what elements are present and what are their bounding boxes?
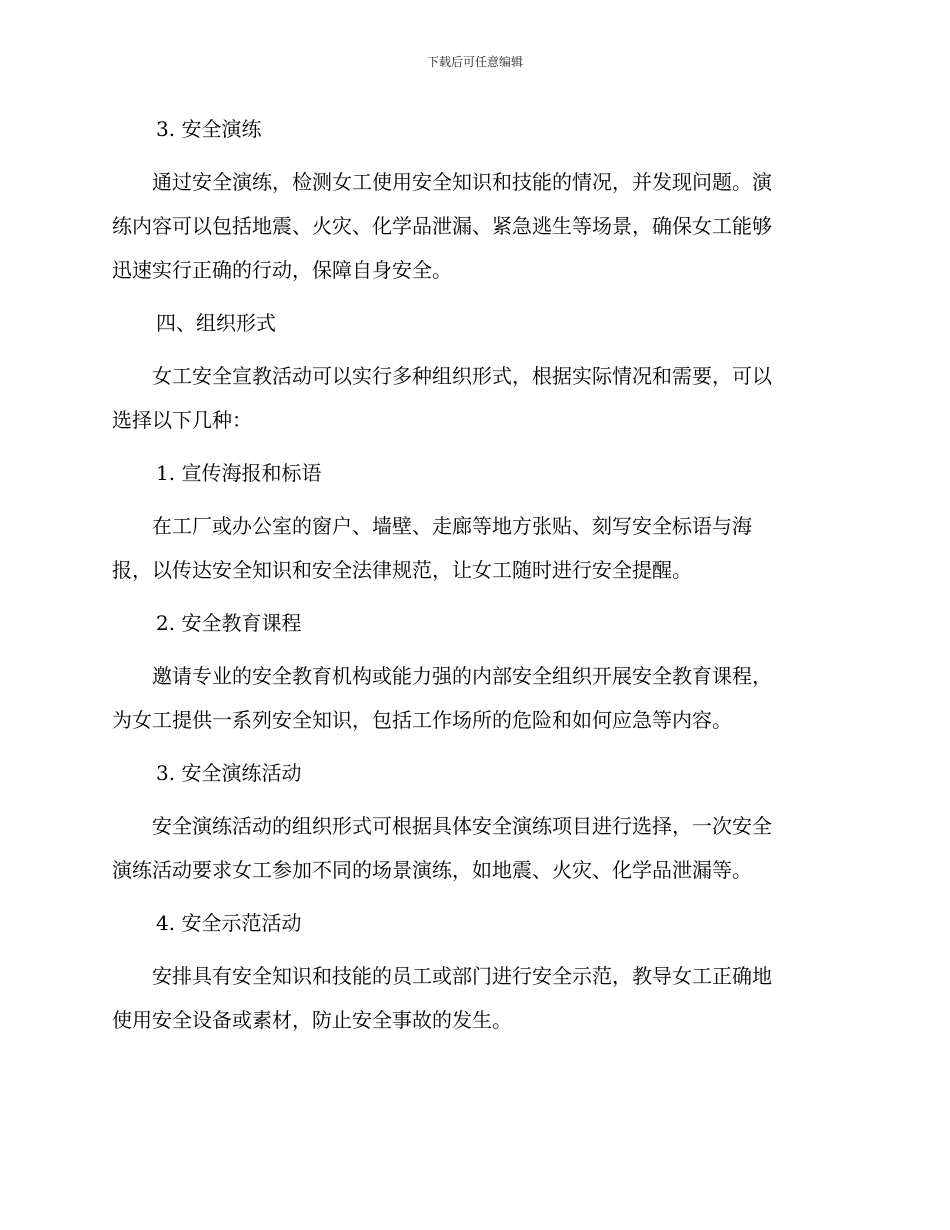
paragraph-line: 安排具有安全知识和技能的员工或部门进行安全示范，教导女工正确地 xyxy=(152,964,772,988)
section xyxy=(112,301,832,451)
section xyxy=(112,751,832,901)
paragraph-line: 演练活动要求女工参加不同的场景演练，如地震、火灾、化学品泄漏等。 xyxy=(112,858,752,882)
section-paragraph xyxy=(112,654,832,742)
section xyxy=(112,901,832,1042)
paragraph-line: 迅速实行正确的行动，保障自身安全。 xyxy=(112,258,452,282)
section-heading: 3. 安全演练 xyxy=(156,117,262,141)
section-heading: 3. 安全演练活动 xyxy=(156,761,302,785)
paragraph-line: 邀请专业的安全教育机构或能力强的内部安全组织开展安全教育课程， xyxy=(152,664,772,688)
paragraph-line: 在工厂或办公室的窗户、墙壁、走廊等地方张贴、刻写安全标语与海 xyxy=(152,514,752,538)
paragraph-line: 通过安全演练，检测女工使用安全知识和技能的情况，并发现问题。演 xyxy=(152,170,772,194)
section-paragraph xyxy=(112,954,832,1042)
paragraph-line: 为女工提供一系列安全知识，包括工作场所的危险和如何应急等内容。 xyxy=(112,708,732,732)
page-header: 下载后可任意编辑 xyxy=(426,55,523,69)
section-heading: 4. 安全示范活动 xyxy=(156,911,302,935)
document-body xyxy=(112,107,832,1042)
section-paragraph xyxy=(112,504,832,592)
section-heading: 2. 安全教育课程 xyxy=(156,611,302,635)
paragraph-line: 女工安全宣教活动可以实行多种组织形式，根据实际情况和需要，可以 xyxy=(152,364,772,388)
paragraph-line: 选择以下几种： xyxy=(112,408,252,432)
section-paragraph xyxy=(112,804,832,892)
paragraph-line: 练内容可以包括地震、火灾、化学品泄漏、紧急逃生等场景，确保女工能够 xyxy=(112,214,772,238)
section xyxy=(112,107,832,301)
section-paragraph xyxy=(112,354,832,442)
section-heading: 四、组织形式 xyxy=(156,311,276,335)
paragraph-line: 安全演练活动的组织形式可根据具体安全演练项目进行选择，一次安全 xyxy=(152,814,772,838)
paragraph-line: 报，以传达安全知识和安全法律规范，让女工随时进行安全提醒。 xyxy=(112,558,692,582)
section-heading: 1. 宣传海报和标语 xyxy=(156,461,322,485)
section-paragraph xyxy=(112,160,832,292)
section xyxy=(112,451,832,601)
paragraph-line: 使用安全设备或素材，防止安全事故的发生。 xyxy=(112,1008,512,1032)
section xyxy=(112,601,832,751)
